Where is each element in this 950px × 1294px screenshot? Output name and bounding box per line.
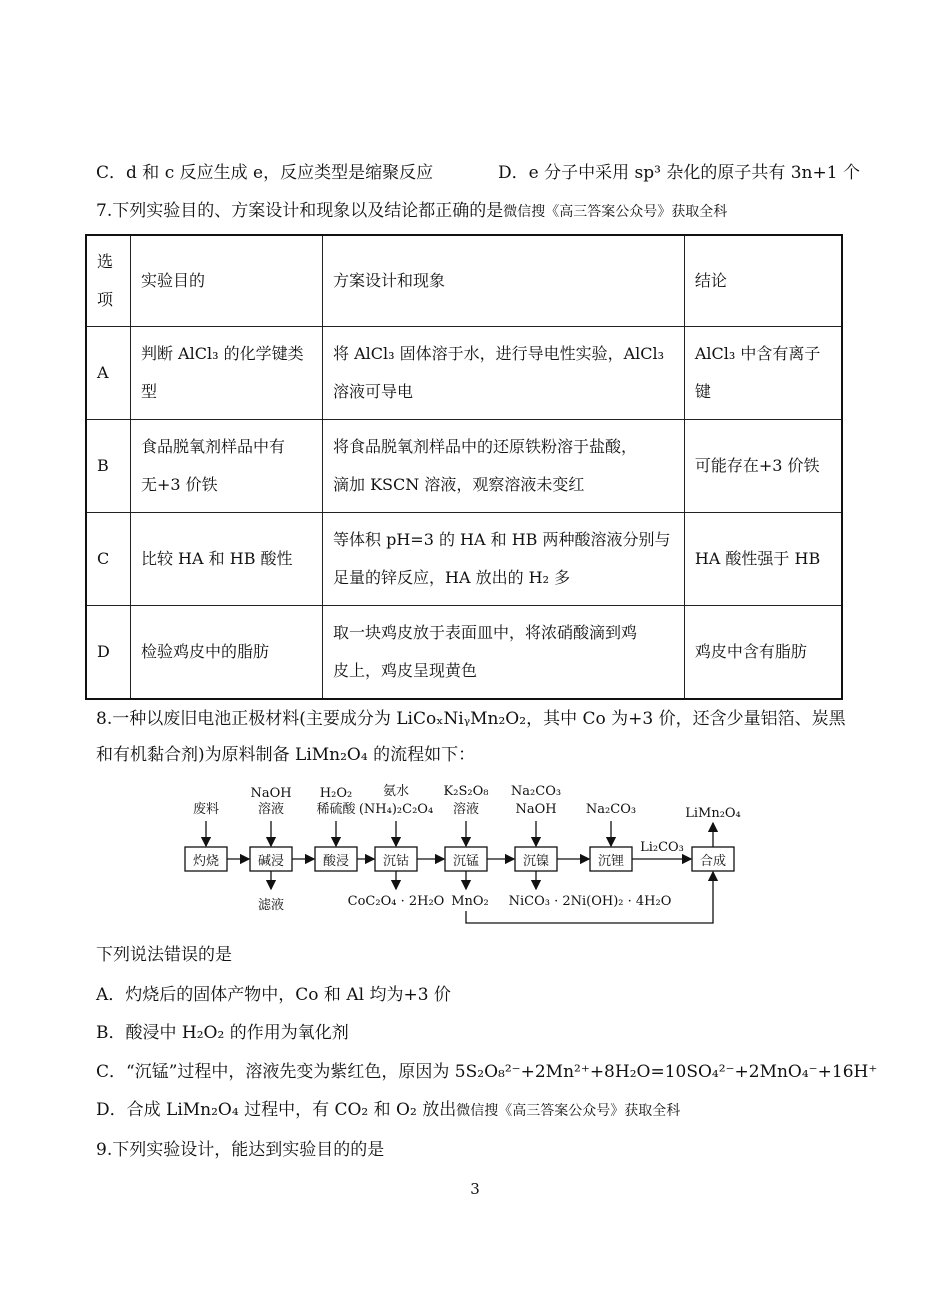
conclusion-line: 键 <box>694 382 711 401</box>
row-option: D <box>86 606 130 700</box>
step-label: 酸浸 <box>322 854 350 869</box>
header-option-line1: 选 <box>97 252 114 271</box>
q8-option-d-text: D．合成 LiMn₂O₄ 过程中，有 CO₂ 和 O₂ 放出 <box>96 1100 457 1120</box>
table-row <box>86 327 842 420</box>
reagent-label: NaOH <box>515 802 557 817</box>
row-option: B <box>86 420 130 513</box>
q6-option-c: C．d 和 c 反应生成 e，反应类型是缩聚反应 <box>96 163 434 183</box>
table-row <box>86 606 842 700</box>
q7-watermark: 微信搜《高三答案公众号》获取全科 <box>503 204 728 220</box>
q7-stem-text: 7.下列实验目的、方案设计和现象以及结论都正确的是 <box>96 201 504 221</box>
reagent-label: (NH₄)₂C₂O₄ <box>358 802 434 817</box>
reagent-label: K₂S₂O₈ <box>443 784 489 799</box>
header-option-line2: 项 <box>97 290 114 309</box>
li2co3-label: Li₂CO₃ <box>640 840 684 855</box>
row-design <box>323 606 685 700</box>
row-purpose <box>130 420 322 513</box>
design-line: 将食品脱氧剂样品中的还原铁粉溶于盐酸， <box>333 437 638 456</box>
purpose-line: 型 <box>140 382 157 401</box>
design-line: 皮上，鸡皮呈现黄色 <box>333 661 478 680</box>
q8-stem-line1: 8.一种以废旧电池正极材料(主要成分为 LiCoₓNiᵧMn₂O₂，其中 Co 为+3 价，还含少量铝箔、炭黑 <box>96 709 846 729</box>
q8-flow-diagram <box>170 775 790 935</box>
step-label: 合成 <box>699 854 727 869</box>
table-header-row <box>86 235 842 327</box>
q8-stem-line2: 和有机黏合剂)为原料制备 LiMn₂O₄ 的流程如下： <box>96 745 476 765</box>
product-label: LiMn₂O₄ <box>685 806 741 821</box>
precipitate-mn-label: MnO₂ <box>451 894 489 909</box>
table-row <box>86 420 842 513</box>
row-option: A <box>86 327 130 420</box>
reagent-label: 溶液 <box>257 802 285 817</box>
precipitate-co-label: CoC₂O₄ · 2H₂O <box>347 894 445 909</box>
row-design <box>323 327 685 420</box>
row-conclusion: 可能存在+3 价铁 <box>684 420 842 513</box>
row-conclusion: 鸡皮中含有脂肪 <box>684 606 842 700</box>
step-label: 沉锂 <box>597 854 625 869</box>
row-option: C <box>86 513 130 606</box>
row-purpose <box>130 327 322 420</box>
q8-watermark: 微信搜《高三答案公众号》获取全科 <box>456 1103 681 1119</box>
reagent-label: 溶液 <box>452 802 480 817</box>
conclusion-line: AlCl₃ 中含有离子 <box>694 344 821 363</box>
step-label: 灼烧 <box>192 854 220 869</box>
q7-table <box>85 234 843 700</box>
step-label: 沉镍 <box>522 854 550 869</box>
table-row <box>86 513 842 606</box>
step-label: 碱浸 <box>257 854 285 869</box>
header-conclusion: 结论 <box>684 235 842 327</box>
raw-material-label: 废料 <box>192 802 220 817</box>
q8-option-a: A．灼烧后的固体产物中，Co 和 Al 均为+3 价 <box>96 985 451 1005</box>
row-design <box>323 513 685 606</box>
design-line: 取一块鸡皮放于表面皿中，将浓硝酸滴到鸡 <box>333 623 638 642</box>
row-conclusion: HA 酸性强于 HB <box>684 513 842 606</box>
page-number: 3 <box>470 1180 480 1198</box>
q8-option-c: C．“沉锰”过程中，溶液先变为紫红色，原因为 5S₂O₈²⁻+2Mn²⁺+8H₂O=10SO₄²⁻+2MnO₄⁻+16H⁺ <box>96 1062 878 1082</box>
reagent-label: Na₂CO₃ <box>585 802 637 817</box>
design-line: 溶液可导电 <box>333 382 414 401</box>
header-purpose: 实验目的 <box>130 235 322 327</box>
q8-option-b: B．酸浸中 H₂O₂ 的作用为氧化剂 <box>96 1023 349 1043</box>
purpose-line: 判断 AlCl₃ 的化学键类 <box>140 344 304 363</box>
row-purpose: 比较 HA 和 HB 酸性 <box>130 513 322 606</box>
design-line: 将 AlCl₃ 固体溶于水，进行导电性实验，AlCl₃ <box>333 344 665 363</box>
design-line: 等体积 pH=3 的 HA 和 HB 两种酸溶液分别与 <box>333 530 671 549</box>
precipitate-ni-label: NiCO₃ · 2Ni(OH)₂ · 4H₂O <box>508 894 672 909</box>
purpose-line: 食品脱氧剂样品中有 <box>140 437 285 456</box>
q9-stem: 9.下列实验设计，能达到实验目的的是 <box>96 1140 385 1160</box>
reagent-label: 稀硫酸 <box>316 802 356 817</box>
header-option <box>86 235 130 327</box>
q8-option-d <box>96 1099 680 1122</box>
reagent-label: 氨水 <box>382 784 410 799</box>
reagent-label: H₂O₂ <box>319 786 353 801</box>
filtrate-label: 滤液 <box>257 898 285 913</box>
header-design: 方案设计和现象 <box>323 235 685 327</box>
purpose-line: 无+3 价铁 <box>140 475 218 494</box>
row-conclusion <box>684 327 842 420</box>
design-line: 足量的锌反应，HA 放出的 H₂ 多 <box>333 568 571 587</box>
row-purpose: 检验鸡皮中的脂肪 <box>130 606 322 700</box>
reagent-label: NaOH <box>250 786 292 801</box>
row-design <box>323 420 685 513</box>
q6-option-d: D．e 分子中采用 sp³ 杂化的原子共有 3n+1 个 <box>498 163 860 183</box>
q8-question: 下列说法错误的是 <box>96 945 232 965</box>
q7-stem <box>96 200 727 223</box>
step-label: 沉钴 <box>382 854 410 869</box>
design-line: 滴加 KSCN 溶液，观察溶液未变红 <box>333 475 585 494</box>
reagent-label: Na₂CO₃ <box>510 784 562 799</box>
step-label: 沉锰 <box>452 854 480 869</box>
